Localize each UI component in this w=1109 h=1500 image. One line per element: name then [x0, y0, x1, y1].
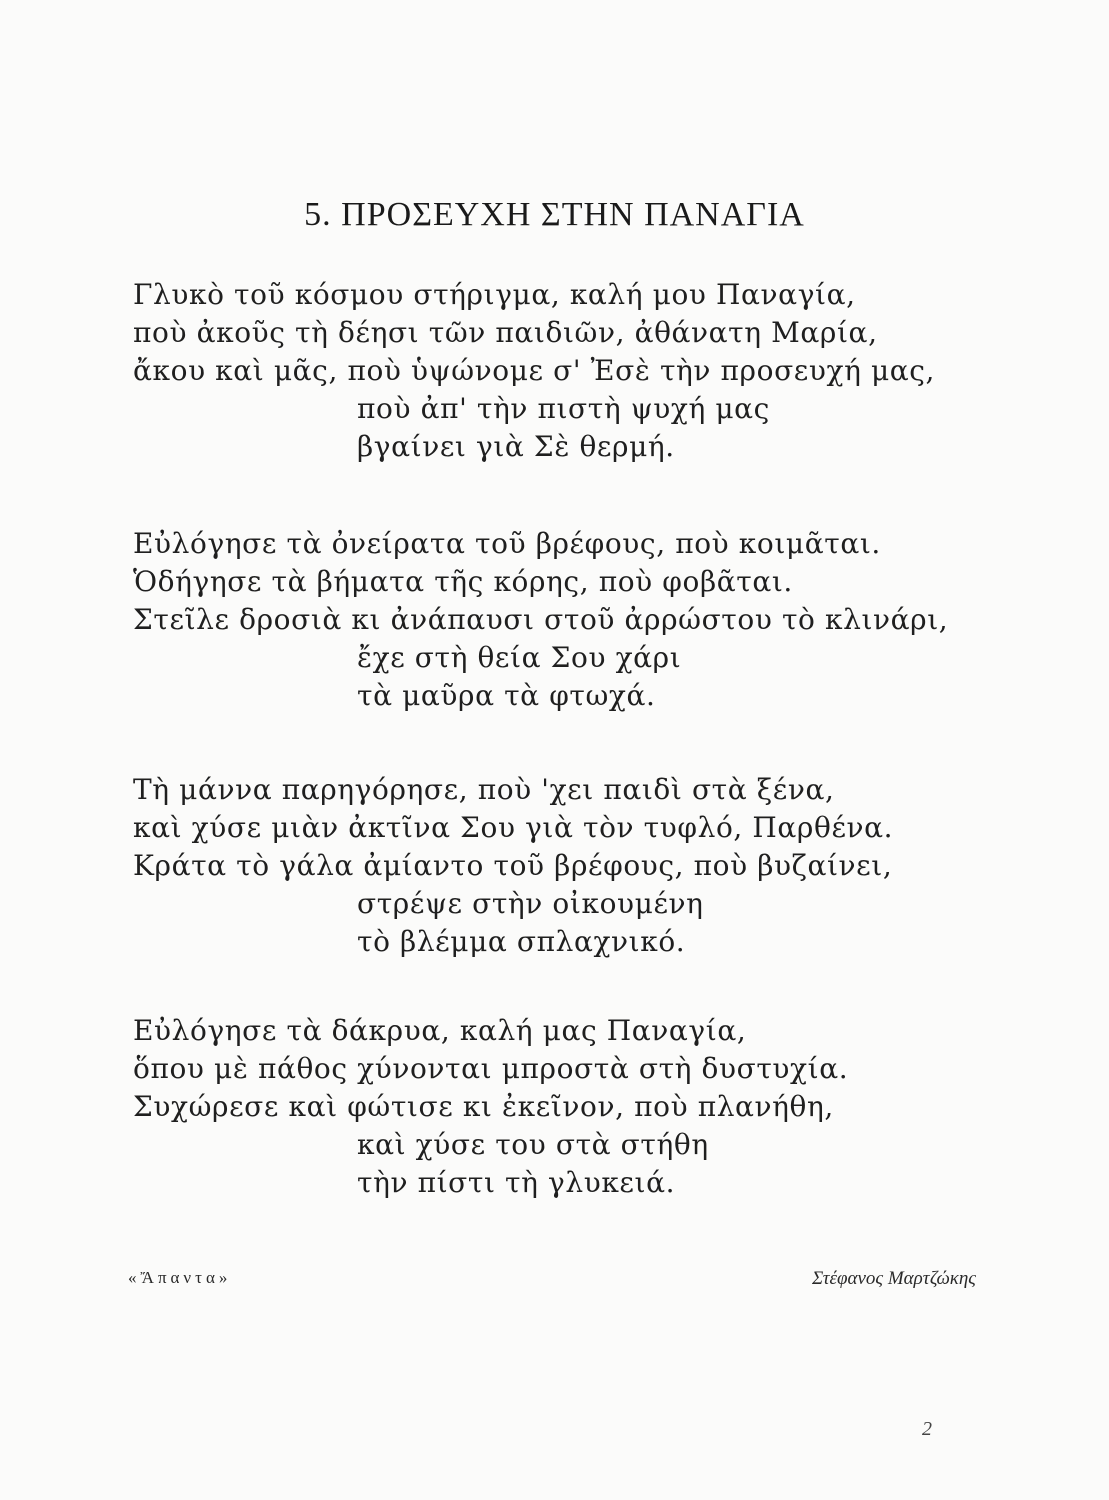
stanza-4 — [133, 1012, 993, 1202]
stanza-2 — [133, 525, 993, 715]
verse-line-indented: ποὺ ἀπ' τὴν πιστὴ ψυχή μας — [357, 392, 770, 425]
verse-line-indented: τὴν πίστι τὴ γλυκειά. — [357, 1166, 676, 1199]
verse-line: Συχώρεσε καὶ φώτισε κι ἐκεῖνον, ποὺ πλανήθη, — [133, 1090, 834, 1123]
verse-line: ποὺ ἀκοῦς τὴ δέησι τῶν παιδιῶν, ἀθάνατη Μαρία, — [133, 316, 878, 349]
stanza-1 — [133, 276, 993, 466]
verse-line: Γλυκὸ τοῦ κόσμου στήριγμα, καλή μου Παναγία, — [133, 278, 856, 311]
author-name: Στέφανος Μαρτζώκης — [812, 1268, 976, 1289]
page-number: 2 — [922, 1418, 932, 1440]
verse-line: Στεῖλε δροσιὰ κι ἀνάπαυσι στοῦ ἀρρώστου τὸ κλινάρι, — [133, 603, 949, 636]
verse-line: Εὐλόγησε τὰ δάκρυα, καλή μας Παναγία, — [133, 1014, 747, 1047]
verse-line: ὅπου μὲ πάθος χύνονται μπροστὰ στὴ δυστυχία. — [133, 1052, 849, 1085]
verse-line: Ὁδήγησε τὰ βήματα τῆς κόρης, ποὺ φοβᾶται. — [133, 565, 793, 598]
poem-title: 5. ΠΡΟΣΕΥΧΗ ΣΤΗΝ ΠΑΝΑΓΙΑ — [304, 196, 805, 233]
stanza-3 — [133, 771, 993, 961]
verse-line-indented: τὸ βλέμμα σπλαχνικό. — [357, 925, 686, 958]
verse-line: καὶ χύσε μιὰν ἀκτῖνα Σου γιὰ τὸν τυφλό, Παρθένα. — [133, 811, 894, 844]
verse-line-indented: βγαίνει γιὰ Σὲ θερμή. — [357, 430, 675, 463]
verse-line-indented: τὰ μαῦρα τὰ φτωχά. — [357, 679, 656, 712]
verse-line: Εὐλόγησε τὰ ὀνείρατα τοῦ βρέφους, ποὺ κοιμᾶται. — [133, 527, 881, 560]
verse-line: Τὴ μάννα παρηγόρησε, ποὺ 'χει παιδὶ στὰ ξένα, — [133, 773, 835, 806]
source-citation: «Ἄπαντα» — [128, 1268, 232, 1287]
verse-line: ἄκου καὶ μᾶς, ποὺ ὑψώνομε σ' Ἐσὲ τὴν προσευχή μας, — [133, 354, 936, 387]
verse-line-indented: στρέψε στὴν οἰκουμένη — [357, 887, 704, 920]
verse-line-indented: καὶ χύσε του στὰ στήθη — [357, 1128, 709, 1161]
verse-line: Κράτα τὸ γάλα ἀμίαντο τοῦ βρέφους, ποὺ βυζαίνει, — [133, 849, 893, 882]
verse-line-indented: ἔχε στὴ θεία Σου χάρι — [357, 641, 682, 674]
